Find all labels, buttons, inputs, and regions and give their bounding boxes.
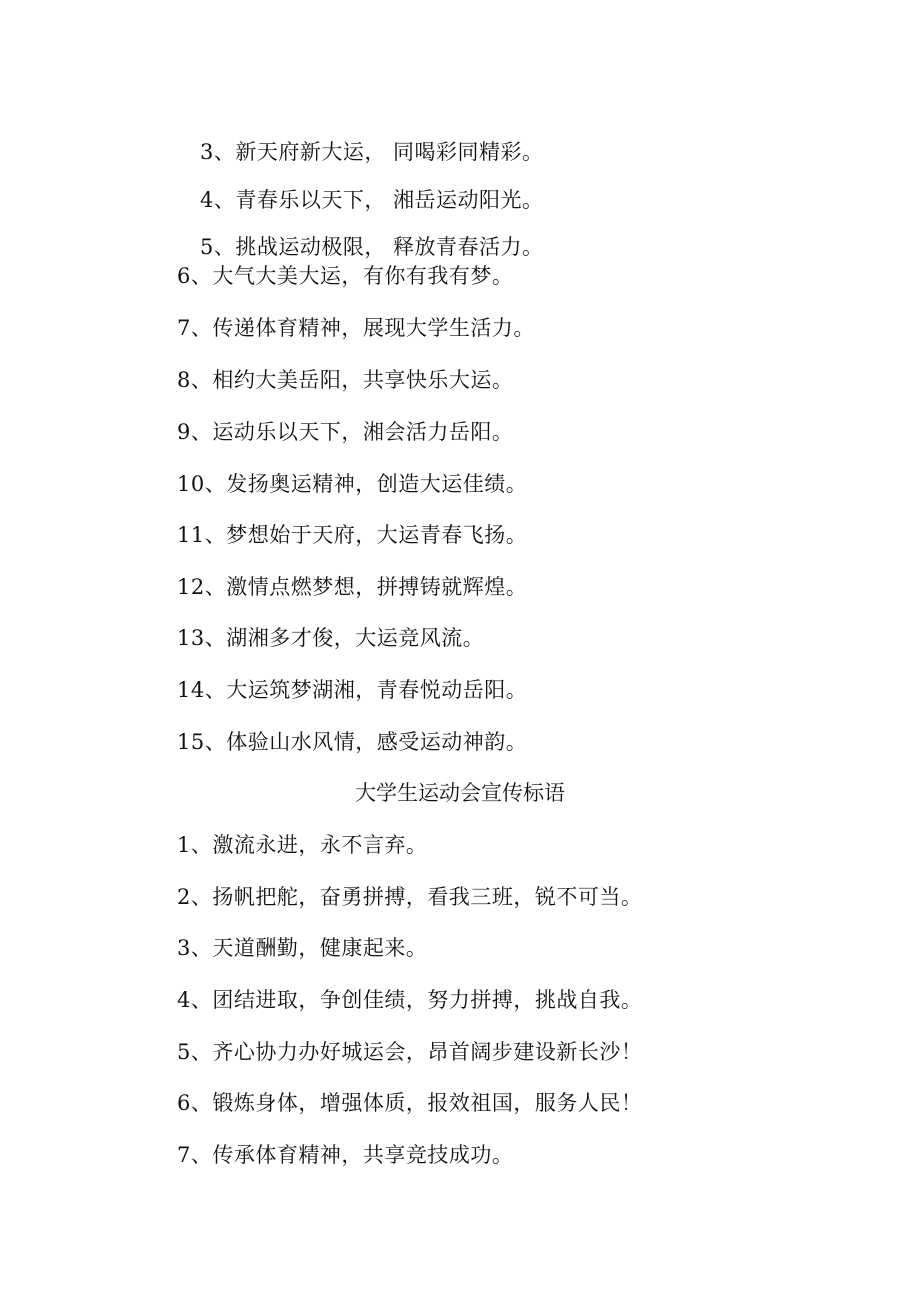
slogan-line: 3、新天府新大运， 同喝彩同精彩。 [200,140,544,164]
slogan-line: 7、传递体育精神，展现大学生活力。 [177,316,535,340]
slogan-line: 3、天道酬勤，健康起来。 [177,936,428,960]
slogan-line: 5、齐心协力办好城运会，昂首阔步建设新长沙！ [177,1040,643,1064]
slogan-line: 4、青春乐以天下， 湘岳运动阳光。 [200,188,544,212]
slogan-line: 4、团结进取，争创佳绩，努力拼搏，挑战自我。 [177,988,643,1012]
slogan-line: 10、发扬奥运精神，创造大运佳绩。 [177,472,528,496]
slogan-line: 15、体验山水风情，感受运动神韵。 [177,730,528,754]
slogan-line: 1、激流永进，永不言弃。 [177,833,428,857]
slogan-line: 13、湖湘多才俊，大运竞风流。 [177,626,485,650]
slogan-line: 11、梦想始于天府，大运青春飞扬。 [177,523,528,547]
section-title: 大学生运动会宣传标语 [355,781,565,805]
slogan-line: 6、大气大美大运，有你有我有梦。 [177,264,514,288]
slogan-line: 5、挑战运动极限， 释放青春活力。 [200,235,544,259]
slogan-line: 14、大运筑梦湖湘，青春悦动岳阳。 [177,678,528,702]
slogan-line: 2、扬帆把舵，奋勇拼搏，看我三班，锐不可当。 [177,885,643,909]
slogan-line: 8、相约大美岳阳，共享快乐大运。 [177,368,514,392]
slogan-line: 7、传承体育精神，共享竞技成功。 [177,1143,514,1167]
slogan-line: 6、锻炼身体，增强体质，报效祖国，服务人民！ [177,1091,643,1115]
slogan-line: 9、运动乐以天下，湘会活力岳阳。 [177,420,514,444]
slogan-line: 12、激情点燃梦想，拼搏铸就辉煌。 [177,575,528,599]
